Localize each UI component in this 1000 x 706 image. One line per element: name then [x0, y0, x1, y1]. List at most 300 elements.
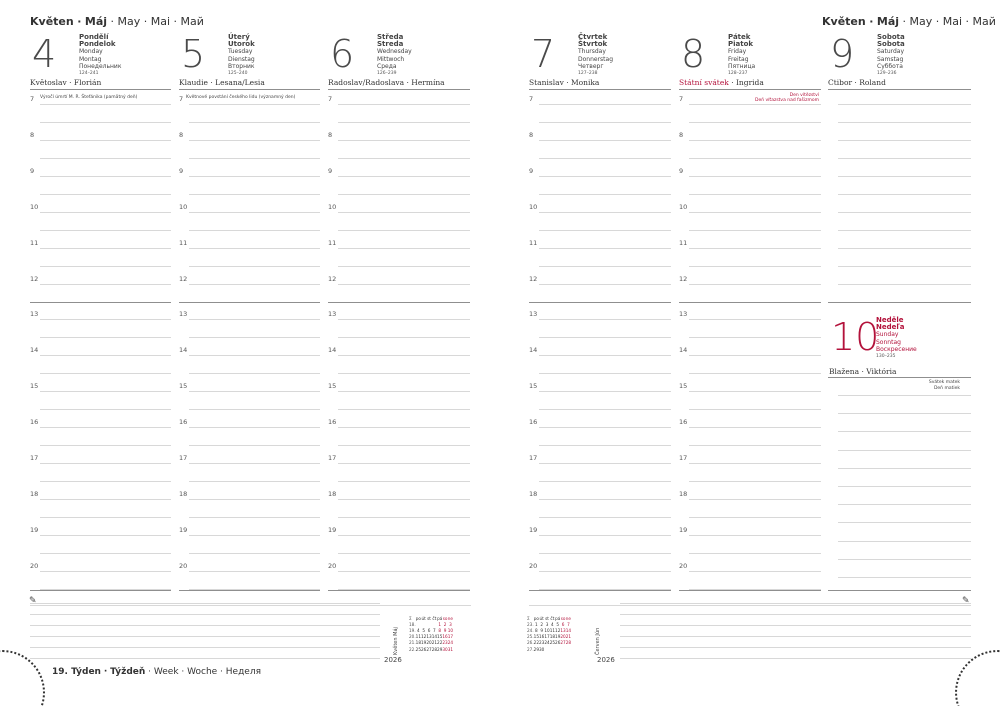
nameday-rule [30, 89, 171, 90]
hour-rule [338, 499, 470, 500]
half-hour-rule [689, 158, 821, 159]
calendar-day-cell: 27 [426, 646, 432, 652]
midday-rule [328, 302, 470, 303]
hour-rule [40, 535, 171, 536]
calendar-day-cell: 6 [561, 621, 565, 627]
hour-rule [40, 176, 171, 177]
hour-label: 17 [179, 454, 188, 462]
half-hour-rule [539, 122, 671, 123]
hour-label: 8 [529, 131, 534, 139]
half-hour-rule [539, 481, 671, 482]
mini-calendar-label: Květen Máj [393, 627, 399, 655]
calendar-day-cell: 7 [433, 627, 436, 633]
hour-label: 10 [30, 203, 39, 211]
day-note: Květnové povstání českého lidu (významný den) [186, 95, 296, 100]
half-hour-rule [539, 158, 671, 159]
half-hour-rule [689, 481, 821, 482]
sunday-rule [838, 450, 971, 451]
day-names [877, 34, 905, 77]
calendar-header-cell: ne [565, 615, 572, 621]
day-name-sk: Piatok [728, 40, 754, 49]
hour-label: 12 [179, 275, 188, 283]
day-name-cs: Sobota [877, 33, 905, 41]
half-hour-rule [40, 158, 171, 159]
hour-rule [539, 104, 671, 105]
hour-label: 11 [679, 239, 688, 247]
hour-label: 12 [529, 275, 538, 283]
calendar-day-cell: 18 [415, 640, 422, 646]
half-hour-rule [189, 445, 320, 446]
notes-rule [30, 658, 380, 659]
calendar-day-cell: 8 [438, 627, 442, 633]
calendar-day-cell: 5 [422, 627, 426, 633]
calendar-day-cell: 4 [551, 621, 554, 627]
nameday [529, 78, 599, 87]
day-names [228, 34, 255, 77]
hour-rule [689, 319, 821, 320]
hour-rule [338, 535, 470, 536]
hour-label: 12 [30, 275, 39, 283]
hour-rule [689, 104, 821, 105]
half-hour-rule [539, 517, 671, 518]
calendar-day-cell: 22 [437, 640, 443, 646]
hour-label: 9 [679, 167, 684, 175]
nameday-names: · Ingrida [731, 78, 764, 87]
midday-rule [179, 302, 320, 303]
half-hour-rule [40, 481, 171, 482]
hour-label: 19 [679, 526, 688, 534]
hour-label: 11 [179, 239, 188, 247]
notes-rule [30, 614, 380, 615]
day-name-de: Dienstag [228, 55, 255, 63]
hour-label: 10 [529, 203, 538, 211]
nameday-names: Ctibor · Roland [828, 78, 886, 87]
notes-rule [620, 636, 971, 637]
hour-rule [338, 248, 470, 249]
hour-rule [838, 248, 971, 249]
day-name-en: Tuesday [228, 48, 253, 56]
calendar-day-cell: 25. [527, 634, 534, 640]
hour-rule [40, 391, 171, 392]
half-hour-rule [40, 194, 171, 195]
calendar-day-cell: 13 [560, 627, 566, 633]
calendar-day-cell: 17 [447, 634, 454, 640]
half-hour-rule [189, 122, 320, 123]
hour-label: 10 [179, 203, 188, 211]
holiday-label: Státní svátek [679, 78, 729, 87]
hour-rule [539, 427, 671, 428]
sunday-rule [838, 431, 971, 432]
half-hour-rule [338, 553, 470, 554]
hour-rule [539, 499, 671, 500]
day-of-year: 126–239 [377, 71, 397, 77]
half-hour-rule [338, 158, 470, 159]
hour-rule [539, 176, 671, 177]
calendar-day-cell: 17 [544, 634, 550, 640]
page-header-right: Květen · Máj · May · Mai · Май [822, 15, 996, 28]
hour-label: 13 [529, 310, 538, 318]
hour-label: 15 [328, 382, 337, 390]
hour-rule [189, 212, 320, 213]
day-name-ru: Воскресение [876, 345, 917, 353]
half-hour-rule [40, 553, 171, 554]
calendar-day-cell: 19 [555, 634, 561, 640]
day-name-sk: Utorok [228, 40, 255, 49]
calendar-day-cell: 25 [415, 646, 422, 652]
calendar-day-cell: 9 [540, 627, 544, 633]
hour-rule [539, 355, 671, 356]
hour-label: 13 [679, 310, 688, 318]
hour-rule [539, 463, 671, 464]
hour-rule [338, 212, 470, 213]
calendar-day-cell: 18 [549, 634, 556, 640]
half-hour-rule [40, 409, 171, 410]
half-hour-rule [539, 266, 671, 267]
hour-label: 7 [328, 95, 333, 103]
hour-rule [539, 248, 671, 249]
calendar-day-cell: 2 [540, 621, 544, 627]
calendar-day-cell: 15 [533, 634, 540, 640]
calendar-day-cell: 16 [442, 634, 448, 640]
day-name-ru: Суббота [877, 62, 903, 70]
calendar-header-cell: ne [447, 615, 454, 621]
sunday-rule [838, 395, 971, 396]
column-bottom-rule [529, 590, 671, 591]
hour-label: 16 [30, 418, 39, 426]
hour-label: 16 [179, 418, 188, 426]
hour-label: 19 [30, 526, 39, 534]
day-names [876, 317, 917, 360]
hour-label: 20 [179, 562, 188, 570]
hour-rule [40, 284, 171, 285]
month-sk: Máj [876, 15, 900, 28]
day-name-ru: Понедельник [79, 62, 122, 70]
calendar-day-cell: 18. [409, 621, 416, 627]
hour-rule [338, 391, 470, 392]
month-other: May · Mai · Май [909, 15, 996, 28]
hour-rule [689, 571, 821, 572]
half-hour-rule [689, 517, 821, 518]
calendar-day-cell: 22. [409, 646, 416, 652]
hour-label: 15 [179, 382, 188, 390]
nameday-rule [328, 89, 470, 90]
notes-rule [30, 647, 380, 648]
hour-label: 9 [179, 167, 184, 175]
half-hour-rule [838, 230, 971, 231]
hour-rule [40, 212, 171, 213]
hour-rule [539, 535, 671, 536]
hour-label: 20 [30, 562, 39, 570]
day-name-en: Sunday [876, 331, 899, 339]
day-number: 10 [831, 315, 880, 359]
day-of-year: 129–236 [877, 71, 897, 77]
calendar-day-cell [566, 646, 571, 652]
column-bottom-rule [328, 590, 470, 591]
midday-rule [679, 302, 821, 303]
hour-label: 17 [529, 454, 538, 462]
hour-label: 16 [679, 418, 688, 426]
calendar-day-cell: 24 [447, 640, 454, 646]
hour-label: 14 [179, 346, 188, 354]
midday-rule [828, 302, 971, 303]
hour-rule [338, 571, 470, 572]
hour-rule [189, 355, 320, 356]
hour-rule [40, 319, 171, 320]
nameday-rule [529, 89, 671, 90]
half-hour-rule [40, 445, 171, 446]
day-number: 5 [181, 32, 206, 76]
calendar-day-cell: 12 [555, 627, 561, 633]
hour-rule [838, 284, 971, 285]
nameday-rule [828, 377, 971, 378]
hour-rule [189, 176, 320, 177]
day-of-year: 128–237 [728, 71, 748, 77]
hour-rule [689, 248, 821, 249]
hour-label: 20 [679, 562, 688, 570]
hour-label: 9 [529, 167, 534, 175]
calendar-header-cell: pá [555, 615, 561, 621]
hour-label: 20 [328, 562, 337, 570]
sunday-rule [838, 541, 971, 542]
calendar-day-cell: 27 [560, 640, 566, 646]
day-name-en: Saturday [877, 48, 905, 56]
hour-rule [689, 391, 821, 392]
calendar-day-cell: 12 [421, 634, 427, 640]
day-name-de: Montag [79, 55, 102, 63]
hour-rule [689, 499, 821, 500]
half-hour-rule [539, 230, 671, 231]
calendar-day-cell: 20 [426, 640, 432, 646]
column-bottom-rule [679, 590, 821, 591]
month-sk: Máj [84, 15, 108, 28]
hour-rule [189, 319, 320, 320]
half-hour-rule [338, 194, 470, 195]
calendar-day-cell: 26 [555, 640, 561, 646]
day-note: Svátek matek [928, 380, 960, 385]
half-hour-rule [338, 481, 470, 482]
column-bottom-rule [30, 590, 171, 591]
hour-label: 14 [529, 346, 538, 354]
nameday-rule [679, 89, 821, 90]
calendar-day-cell: 19 [421, 640, 427, 646]
notes-rule [30, 625, 380, 626]
hour-rule [689, 212, 821, 213]
half-hour-rule [689, 230, 821, 231]
month-cs: Květen [30, 15, 74, 28]
half-hour-rule [689, 409, 821, 410]
half-hour-rule [40, 517, 171, 518]
day-name-sk: Streda [377, 40, 404, 49]
hour-label: 12 [679, 275, 688, 283]
sunday-rule [838, 522, 971, 523]
calendar-day-cell: 21 [431, 640, 438, 646]
calendar-day-cell: 16 [539, 634, 545, 640]
day-note: Deň víťazstva nad fašizmom [755, 98, 819, 103]
hour-rule [689, 463, 821, 464]
day-number: 8 [681, 32, 706, 76]
half-hour-rule [338, 517, 470, 518]
hour-label: 12 [328, 275, 337, 283]
calendar-header-cell: po [533, 615, 539, 621]
day-name-de: Samstag [877, 55, 904, 63]
half-hour-rule [338, 409, 470, 410]
hour-rule [689, 140, 821, 141]
calendar-day-cell: 26 [421, 646, 427, 652]
calendar-day-cell: 10 [544, 627, 550, 633]
calendar-day-cell: 23 [442, 640, 448, 646]
day-names [728, 34, 755, 77]
half-hour-rule [838, 266, 971, 267]
hour-label: 14 [679, 346, 688, 354]
half-hour-rule [838, 158, 971, 159]
calendar-day-cell: 3 [449, 621, 452, 627]
calendar-day-cell: 28 [431, 646, 438, 652]
hour-label: 13 [328, 310, 337, 318]
hour-rule [189, 391, 320, 392]
half-hour-rule [189, 158, 320, 159]
day-number: 4 [32, 32, 57, 76]
pencil-icon: ✎ [29, 596, 37, 606]
hour-label: 16 [328, 418, 337, 426]
nameday: Blažena · Viktória [829, 367, 897, 376]
calendar-day-cell: 3 [545, 621, 549, 627]
half-hour-rule [189, 337, 320, 338]
calendar-day-cell: 9 [443, 627, 447, 633]
day-name-cs: Čtvrtek [578, 33, 608, 41]
hour-rule [539, 571, 671, 572]
hour-rule [189, 535, 320, 536]
column-bottom-rule [179, 590, 320, 591]
day-name-en: Friday [728, 48, 747, 56]
hour-label: 11 [529, 239, 538, 247]
calendar-header-cell: út [539, 615, 544, 621]
notes-rule [620, 647, 971, 648]
calendar-day-cell: 7 [567, 621, 570, 627]
hour-rule [838, 140, 971, 141]
day-name-cs: Úterý [228, 33, 250, 41]
nameday-rule [828, 89, 971, 90]
day-name-sk: Nedeľa [876, 323, 905, 332]
half-hour-rule [689, 553, 821, 554]
day-name-en: Thursday [578, 48, 606, 56]
half-hour-rule [189, 230, 320, 231]
notes-rule [620, 603, 971, 604]
nameday [828, 78, 886, 87]
half-hour-rule [189, 266, 320, 267]
half-hour-rule [838, 194, 971, 195]
calendar-day-cell: 27. [527, 646, 534, 652]
half-hour-rule [40, 122, 171, 123]
nameday-names: Květoslav · Florián [30, 78, 102, 87]
half-hour-rule [338, 266, 470, 267]
half-hour-rule [689, 122, 821, 123]
hour-label: 19 [529, 526, 538, 534]
calendar-day-cell: 23. [527, 621, 534, 627]
notes-rule [30, 636, 380, 637]
day-of-year: 124–241 [79, 71, 99, 77]
calendar-day-cell: 15 [437, 634, 443, 640]
calendar-header-cell: st [545, 615, 549, 621]
hour-label: 13 [30, 310, 39, 318]
hour-rule [40, 427, 171, 428]
hour-label: 19 [328, 526, 337, 534]
hour-rule [189, 499, 320, 500]
calendar-day-cell: 1 [535, 621, 538, 627]
hour-rule [539, 284, 671, 285]
day-of-year: 130–235 [876, 354, 896, 360]
calendar-day-cell: 14 [565, 627, 572, 633]
notes-rule [620, 625, 971, 626]
calendar-day-cell: 8 [535, 627, 538, 633]
hour-label: 7 [679, 95, 684, 103]
sunday-rule [838, 413, 971, 414]
hour-label: 10 [328, 203, 337, 211]
hour-rule [40, 248, 171, 249]
hour-rule [838, 104, 971, 105]
column-bottom-rule [828, 590, 971, 591]
notes-rule [620, 614, 971, 615]
calendar-day-cell: 28 [565, 640, 572, 646]
hour-label: 10 [679, 203, 688, 211]
half-hour-rule [539, 445, 671, 446]
notes-rule [30, 603, 380, 604]
day-name-cs: Pondělí [79, 33, 109, 41]
hour-label: 18 [179, 490, 188, 498]
mini-calendar-label: Červen Jún [595, 627, 601, 655]
calendar-header-cell: st [427, 615, 431, 621]
calendar-day-cell: 14 [431, 634, 438, 640]
hour-rule [689, 535, 821, 536]
hour-label: 20 [529, 562, 538, 570]
calendar-day-cell: 21. [409, 640, 416, 646]
sunday-rule [838, 504, 971, 505]
half-hour-rule [539, 373, 671, 374]
half-hour-rule [689, 266, 821, 267]
nameday [179, 78, 265, 87]
hour-rule [838, 212, 971, 213]
nameday [679, 78, 764, 87]
day-name-cs: Neděle [876, 316, 904, 324]
half-hour-rule [539, 409, 671, 410]
hour-label: 18 [679, 490, 688, 498]
hour-rule [689, 284, 821, 285]
notes-rule [529, 605, 971, 606]
half-hour-rule [189, 553, 320, 554]
calendar-day-cell: 11 [549, 627, 556, 633]
hour-label: 9 [30, 167, 35, 175]
calendar-day-cell: 11 [415, 634, 422, 640]
half-hour-rule [338, 122, 470, 123]
calendar-day-cell: 23 [539, 640, 545, 646]
day-name-de: Mittwoch [377, 55, 405, 63]
day-name-en: Monday [79, 48, 103, 56]
hour-rule [189, 571, 320, 572]
half-hour-rule [338, 337, 470, 338]
half-hour-rule [689, 194, 821, 195]
day-name-ru: Вторник [228, 62, 255, 70]
half-hour-rule [338, 373, 470, 374]
calendar-day-cell: 31 [447, 646, 454, 652]
calendar-day-cell: 1 [438, 621, 442, 627]
hour-rule [338, 463, 470, 464]
hour-label: 18 [30, 490, 39, 498]
hour-rule [689, 355, 821, 356]
hour-rule [338, 140, 470, 141]
hour-rule [40, 355, 171, 356]
calendar-day-cell: 6 [427, 627, 431, 633]
hour-label: 7 [179, 95, 184, 103]
half-hour-rule [189, 194, 320, 195]
